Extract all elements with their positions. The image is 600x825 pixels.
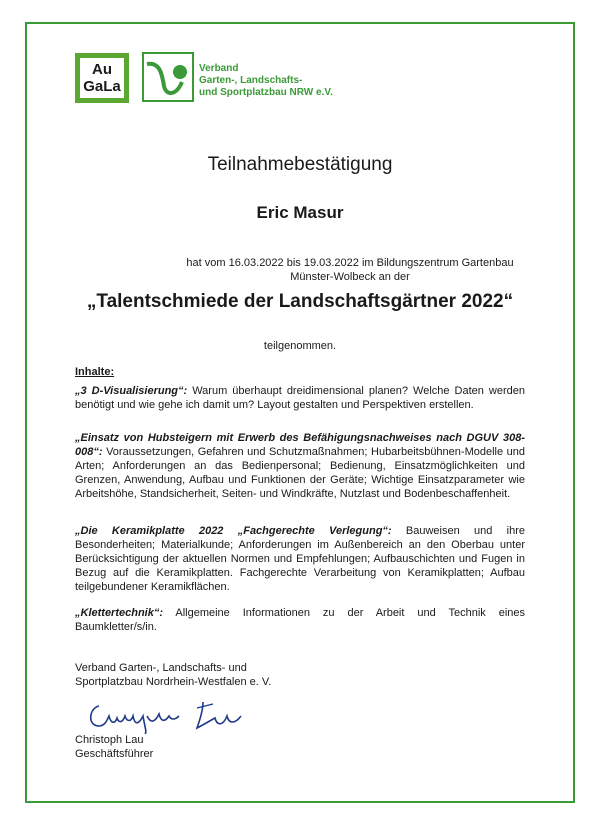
content-item (75, 524, 525, 594)
organization-line1: Verband Garten-, Landschafts- und (75, 662, 247, 674)
signer (75, 733, 153, 761)
contents-heading: Inhalte: (75, 366, 115, 378)
verband-logo-icon (142, 52, 194, 102)
augala-logo-line2: GaLa (83, 78, 121, 95)
participant-name: Eric Masur (256, 203, 344, 222)
verband-logo-line1: Verband (199, 63, 239, 74)
augala-logo-line1: Au (92, 61, 112, 78)
content-item (75, 384, 525, 412)
content-item-title: „3 D-Visualisierung“: (75, 385, 188, 397)
content-item-text: Bauweisen und ihre Besonderheiten; Materialkunde; Anforderungen im Außenbereich an den Oberbau unter Berücksichtigung der aktuellen Normen und Empfehlungen; Aufbauschichten und Fugen in Bezug auf die Keramikplatten. Fachgerechte Verarbeitung von Keramikplatten; Aufbau teilgebundener Keramikflächen. (75, 525, 525, 593)
organization-name (75, 661, 271, 689)
verband-logo-line3: und Sportplatzbau NRW e.V. (199, 87, 333, 98)
content-item-title: „Klettertechnik“: (75, 607, 164, 619)
signature-icon (85, 698, 265, 734)
period-text (160, 256, 540, 284)
organization-line2: Sportplatzbau Nordrhein-Westfalen e. V. (75, 676, 272, 688)
certificate-title: Teilnahmebestätigung (207, 154, 393, 175)
content-item-title: „Die Keramikplatte 2022 „Fachgerechte Verlegung“: (75, 525, 392, 537)
signer-role: Geschäftsführer (75, 748, 154, 760)
participated-text: teilgenommen. (263, 340, 337, 352)
verband-logo-text (199, 63, 333, 99)
content-item-text: Voraussetzungen, Gefahren und Schutzmaßnahmen; Hubarbeitsbühnen-Modelle und Arten; Anforderungen an das Bedienpersonal; Bedienung, Einsatzmöglichkeiten und Grenzen, Anwendung, Aufbau und Funktionen der Geräte; Wichtige Einsatzparameter wie Arbeitshöhe, Standsicherheit, Seiten- und Windkräfte, Nutzlast und Bodenbeschaffenheit. (75, 446, 525, 500)
period-line1: hat vom 16.03.2022 bis 19.03.2022 im Bildungszentrum Gartenbau (186, 257, 514, 269)
verband-logo-line2: Garten-, Landschafts- (199, 75, 303, 86)
content-item-text: Warum überhaupt dreidimensional planen? Welche Daten werden benötigt und wie gehe ich damit um? Layout gestalten und Perspektiven erstellen. (75, 385, 525, 411)
augala-logo (75, 53, 129, 103)
content-item (75, 431, 525, 501)
period-line2: Münster-Wolbeck an der (290, 271, 410, 283)
content-item (75, 606, 525, 634)
course-title: „Talentschmiede der Landschaftsgärtner 2022“ (86, 291, 514, 312)
content-item-text: Allgemeine Informationen zu der Arbeit und Technik eines Baumkletter/s/in. (75, 607, 525, 633)
content-item-title: „Einsatz von Hubsteigern mit Erwerb des Befähigungsnachweises nach DGUV 308-008“: (75, 432, 525, 458)
signer-name: Christoph Lau (75, 734, 144, 746)
